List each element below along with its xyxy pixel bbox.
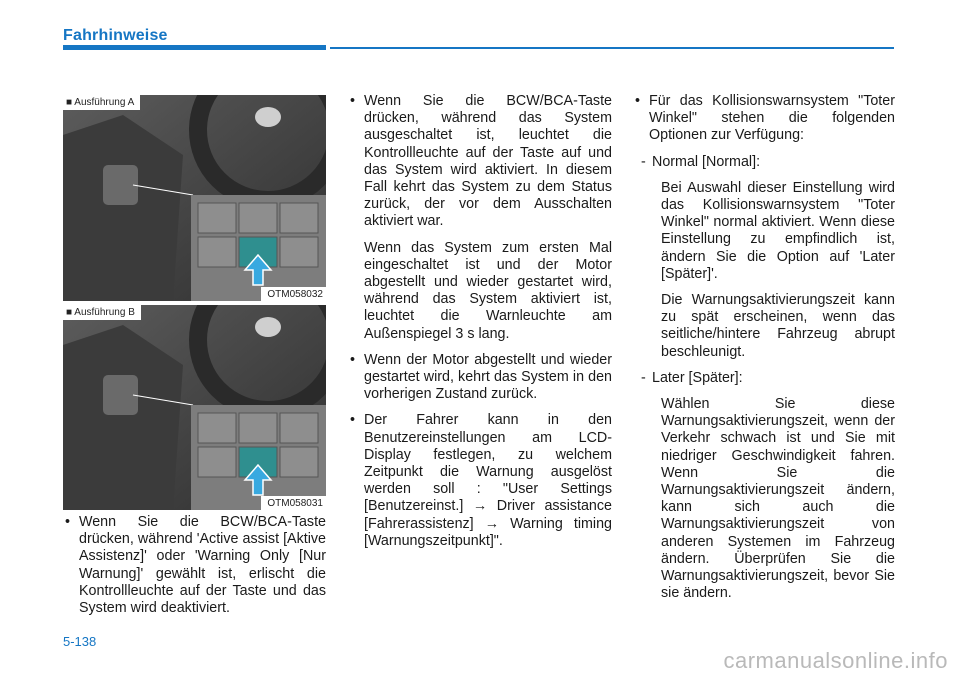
middle-column-text xyxy=(348,93,612,550)
header-rule-thick xyxy=(63,45,326,50)
bullet-icon: • xyxy=(350,412,356,429)
figure-variant-a xyxy=(63,95,326,301)
dash-icon: - xyxy=(641,153,646,170)
option-heading: - Later [Später]: xyxy=(641,369,743,386)
figure-code: OTM058032 xyxy=(261,287,326,301)
watermark: carmanualsonline.info xyxy=(723,648,948,673)
figure-variant-label: ■ Ausführung B xyxy=(63,305,141,320)
square-bullet-icon: ■ xyxy=(66,97,73,108)
figure-variant-label: ■ Ausführung A xyxy=(63,95,140,110)
dash-icon: - xyxy=(641,369,646,386)
option-description: Wählen Sie diese Warnungsaktivierungszeit, wenn der Verkehr schwach ist und Sie mit niedriger Geschwindigkeit fahren. Wenn Sie die Warnungsaktivierungszeit ändern, kann sich auch die Warnungsaktivierungszeit von anderen Systemen im Fahrzeug ändern. Überprüfen Sie die Warnungsaktivierungszeit, bevor Sie sie ändern. xyxy=(661,396,895,602)
bullet-icon: • xyxy=(350,351,356,368)
option-heading: - Normal [Normal]: xyxy=(641,153,761,170)
bullet-paragraph: • Wenn der Motor abgestellt und wieder gestartet wird, kehrt das System in den vorherigen Zustand zurück. xyxy=(350,351,612,403)
bullet-icon: • xyxy=(350,93,356,109)
left-column-text xyxy=(63,514,326,617)
figure-code: OTM058031 xyxy=(261,496,326,510)
bullet-paragraph: • Wenn Sie die BCW/BCA-Taste drücken, während 'Active assist [Aktive Assistenz]' oder 'Warning Only [Nur Warnung]' gewählt ist, erlischt die Kontrollleuchte auf der Taste und das System wird deaktiviert. xyxy=(65,514,326,617)
option-description: Die Warnungsaktivierungszeit kann zu spät erscheinen, wenn das seitliche/hintere Fahrzeug abrupt beschleunigt. xyxy=(661,292,895,360)
square-bullet-icon: ■ xyxy=(66,307,73,318)
bullet-icon: • xyxy=(635,93,641,109)
dashboard-switch-illustration xyxy=(63,95,326,301)
bullet-paragraph: • Für das Kollisionswarnsystem "Toter Winkel" stehen die folgenden Optionen zur Verfügung: xyxy=(635,93,895,144)
right-column-text xyxy=(633,93,895,602)
dashboard-switch-illustration xyxy=(63,305,326,510)
option-description: Bei Auswahl dieser Einstellung wird das Kollisionswarnsystem "Toter Winkel" normal aktiviert. Wenn diese Einstellung zu empfindlich ist, ändern Sie die Option auf 'Later [Später]'. xyxy=(661,179,895,282)
header-rule-thin xyxy=(330,47,894,49)
bullet-paragraph: • Wenn Sie die BCW/BCA-Taste drücken, während das System ausgeschaltet ist, leuchtet die Kontrollleuchte auf der Taste auf und das System wird aktiviert. In diesem Fall kehrt das System zu dem Status zurück, der vor dem Ausschalten aktiviert war. xyxy=(350,93,612,230)
figure-variant-b xyxy=(63,305,326,510)
page-number: 5-138 xyxy=(63,634,97,649)
paragraph: Wenn das System zum ersten Mal eingeschaltet ist und der Motor abgestellt und wieder gestartet wird, während das System aktiviert ist, leuchtet die Warnleuchte am Außenspiegel 3 s lang. xyxy=(364,239,612,342)
section-title: Fahrhinweise xyxy=(63,27,168,44)
bullet-paragraph: • Der Fahrer kann in den Benutzereinstellungen am LCD-Display festlegen, zu welchem Zeitpunkt die Warnung ausgelöst werden soll : "User Settings [Benutzereinst.] → Driver assistance [Fahrerassistenz] → Warning timing [Warnungszeitpunkt]". xyxy=(350,412,612,549)
bullet-icon: • xyxy=(65,514,71,530)
